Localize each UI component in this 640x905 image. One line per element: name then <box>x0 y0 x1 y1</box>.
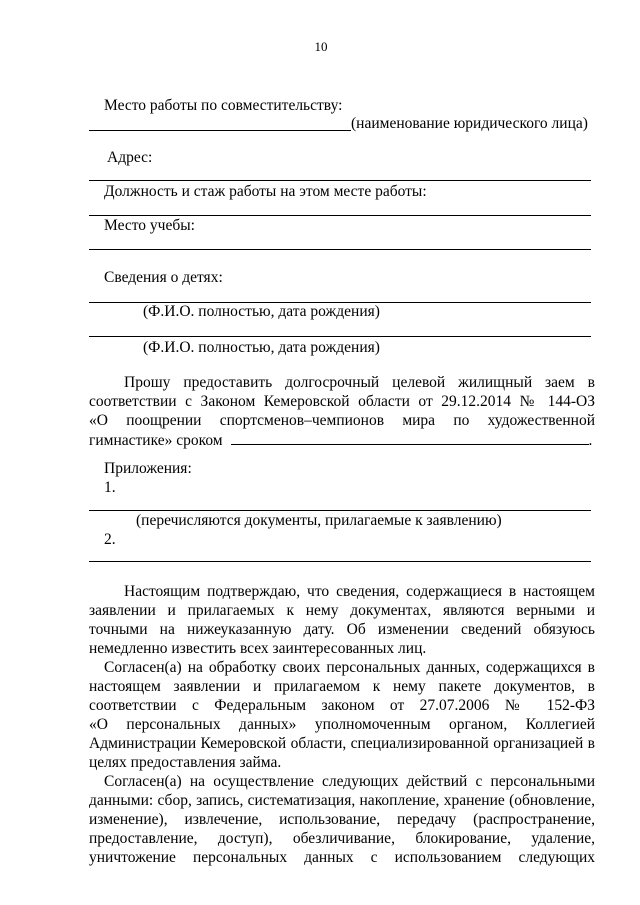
request-end-period: . <box>588 432 593 449</box>
request-line-2: соответствии с Законом Кемеровской области от 29.12.2014 № 144-ОЗ <box>89 393 595 410</box>
confirm-line-4: немедленно известить всех заинтересованных лиц. <box>89 640 427 657</box>
children-label: Сведения о детях: <box>104 269 223 286</box>
position-label: Должность и стаж работы на этом месте работы: <box>104 183 427 200</box>
consent2-line-5: уничтожение персональных данных с использованием следующих <box>89 849 595 866</box>
consent2-line-2: данными: сбор, запись, систематизация, накопление, хранение (обновление, <box>89 792 595 809</box>
request-term-label: гимнастике» сроком <box>89 432 223 449</box>
part-time-blank[interactable] <box>89 130 351 131</box>
attachments-caption: (перечисляются документы, прилагаемые к заявлению) <box>136 512 502 529</box>
study-blank[interactable] <box>89 249 591 250</box>
consent1-line-3: соответствии с Федеральным законом от 27.07.2006 № 152-ФЗ <box>89 697 595 714</box>
attachments-label: Приложения: <box>104 460 192 477</box>
consent1-line-1: Согласен(а) на обработку своих персональных данных, содержащихся в <box>104 659 595 676</box>
consent1-line-4: «О персональных данных» уполномоченным органом, Коллегией <box>89 716 595 733</box>
request-line-3: «О поощрении спортсменов–чемпионов мира по художественной <box>89 412 595 429</box>
address-blank[interactable] <box>89 180 591 181</box>
attachment-item-2: 2. <box>104 531 116 548</box>
consent1-line-6: целях предоставления займа. <box>89 754 282 771</box>
attachment-2-blank[interactable] <box>89 561 591 562</box>
consent2-line-4: предоставление, доступ), обезличивание, блокирование, удаление, <box>89 830 595 847</box>
page-number: 10 <box>314 39 328 54</box>
consent1-line-2: настоящем заявлении и прилагаемом к нему пакете документов, в <box>89 678 595 695</box>
confirm-line-3: точными на нижеуказанную дату. Об изменении сведений обязуюсь <box>89 621 595 638</box>
child2-caption: (Ф.И.О. полностью, дата рождения) <box>143 339 380 356</box>
child2-blank[interactable] <box>89 336 591 337</box>
part-time-label: Место работы по совместительству: <box>104 97 343 114</box>
study-label: Место учебы: <box>104 217 195 234</box>
loan-term-blank[interactable] <box>231 430 589 445</box>
consent2-line-1: Согласен(а) на осуществление следующих действий с персональными <box>104 773 595 790</box>
child1-caption: (Ф.И.О. полностью, дата рождения) <box>143 303 380 320</box>
request-line-4 <box>89 430 592 450</box>
request-line-1: Прошу предоставить долгосрочный целевой жилищный заем в <box>124 374 595 391</box>
confirm-line-2: заявлении и прилагаемых к нему документах, являются верными и <box>89 602 595 619</box>
consent1-line-5: Администрации Кемеровской области, специализированной организацией в <box>89 735 595 752</box>
attachment-item-1: 1. <box>104 479 116 496</box>
consent2-line-3: изменение), извлечение, использование, передачу (распространение, <box>89 811 595 828</box>
part-time-caption: (наименование юридического лица) <box>351 115 588 132</box>
confirm-line-1: Настоящим подтверждаю, что сведения, содержащиеся в настоящем <box>124 583 595 600</box>
address-label: Адрес: <box>107 149 153 166</box>
